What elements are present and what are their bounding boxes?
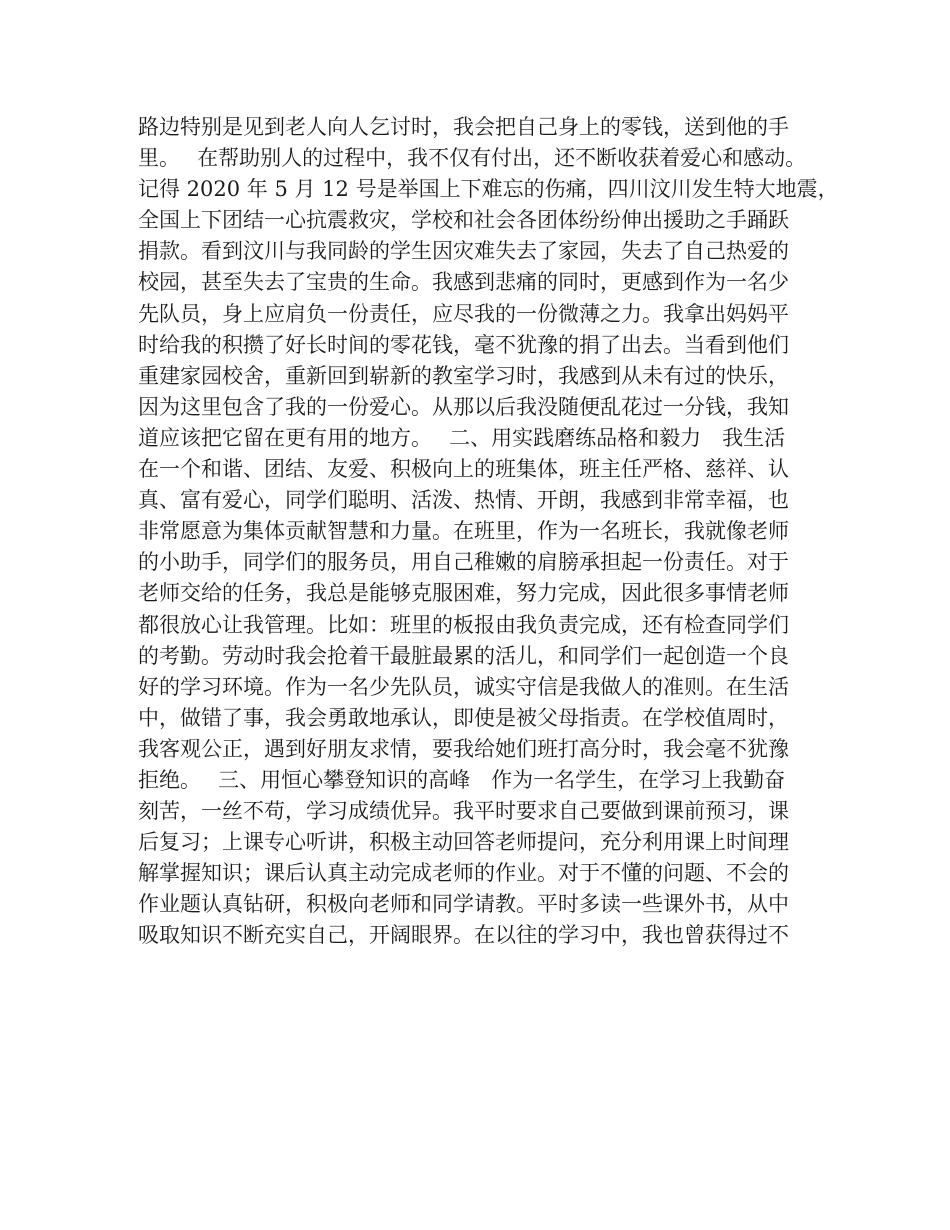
text-line-6: 校园，甚至失去了宝贵的生命。我感到悲痛的同时，更感到作为一名少 xyxy=(138,270,789,295)
text-line-16: 老师交给的任务，我总是能够克服困难，努力完成，因此很多事情老师 xyxy=(138,581,789,606)
text-line-14: 非常愿意为集体贡献智慧和力量。在班里，作为一名班长，我就像老师 xyxy=(138,519,789,544)
text-line-3: 记得 2020 年 5 月 12 号是举国上下难忘的伤痛，四川汶川发生特大地震， xyxy=(138,177,839,202)
text-line-27: 吸取知识不断充实自己，开阔眼界。在以往的学习中，我也曾获得过不 xyxy=(138,923,789,948)
text-line-23: 刻苦，一丝不苟，学习成绩优异。我平时要求自己要做到课前预习，课 xyxy=(138,799,789,824)
text-line-10: 因为这里包含了我的一份爱心。从那以后我没随便乱花过一分钱，我知 xyxy=(138,394,789,419)
text-line-5: 捐款。看到汶川与我同龄的学生因灾难失去了家园，失去了自己热爱的 xyxy=(138,239,789,264)
text-line-20: 中，做错了事，我会勇敢地承认，即使是被父母指责。在学校值周时， xyxy=(138,705,789,730)
text-line-9: 重建家园校舍，重新回到崭新的教室学习时，我感到从未有过的快乐， xyxy=(138,363,789,388)
text-line-15: 的小助手，同学们的服务员，用自己稚嫩的肩膀承担起一份责任。对于 xyxy=(138,550,789,575)
text-line-17: 都很放心让我管理。比如：班里的板报由我负责完成，还有检查同学们 xyxy=(138,612,789,637)
text-line-22: 拒绝。 三、用恒心攀登知识的高峰 作为一名学生，在学习上我勤奋 xyxy=(138,767,786,792)
text-line-4: 全国上下团结一心抗震救灾，学校和社会各团体纷纷伸出援助之手踊跃 xyxy=(138,208,789,233)
text-line-26: 作业题认真钻研，积极向老师和同学请教。平时多读一些课外书，从中 xyxy=(138,892,789,917)
text-line-8: 时给我的积攒了好长时间的零花钱，毫不犹豫的捐了出去。当看到他们 xyxy=(138,332,789,357)
text-line-12: 在一个和谐、团结、友爱、积极向上的班集体，班主任严格、慈祥、认 xyxy=(138,457,789,482)
text-line-11: 道应该把它留在更有用的地方。 二、用实践磨练品格和毅力 我生活 xyxy=(138,425,786,450)
text-line-13: 真、富有爱心，同学们聪明、活泼、热情、开朗，我感到非常幸福，也 xyxy=(138,488,789,513)
text-line-18: 的考勤。劳动时我会抢着干最脏最累的活儿，和同学们一起创造一个良 xyxy=(138,643,789,668)
document-body xyxy=(138,112,839,952)
text-line-1: 路边特别是见到老人向人乞讨时，我会把自己身上的零钱，送到他的手 xyxy=(138,115,789,139)
text-line-21: 我客观公正，遇到好朋友求情，要我给她们班打高分时，我会毫不犹豫 xyxy=(138,736,789,761)
text-line-25: 解掌握知识；课后认真主动完成老师的作业。对于不懂的问题、不会的 xyxy=(138,861,789,886)
text-line-24: 后复习；上课专心听讲，积极主动回答老师提问，充分利用课上时间理 xyxy=(138,830,789,855)
text-line-19: 好的学习环境。作为一名少先队员，诚实守信是我做人的准则。在生活 xyxy=(138,674,789,699)
text-line-7: 先队员，身上应肩负一份责任，应尽我的一份微薄之力。我拿出妈妈平 xyxy=(138,301,789,326)
text-line-2: 里。 在帮助别人的过程中，我不仅有付出，还不断收获着爱心和感动。 xyxy=(138,146,807,171)
